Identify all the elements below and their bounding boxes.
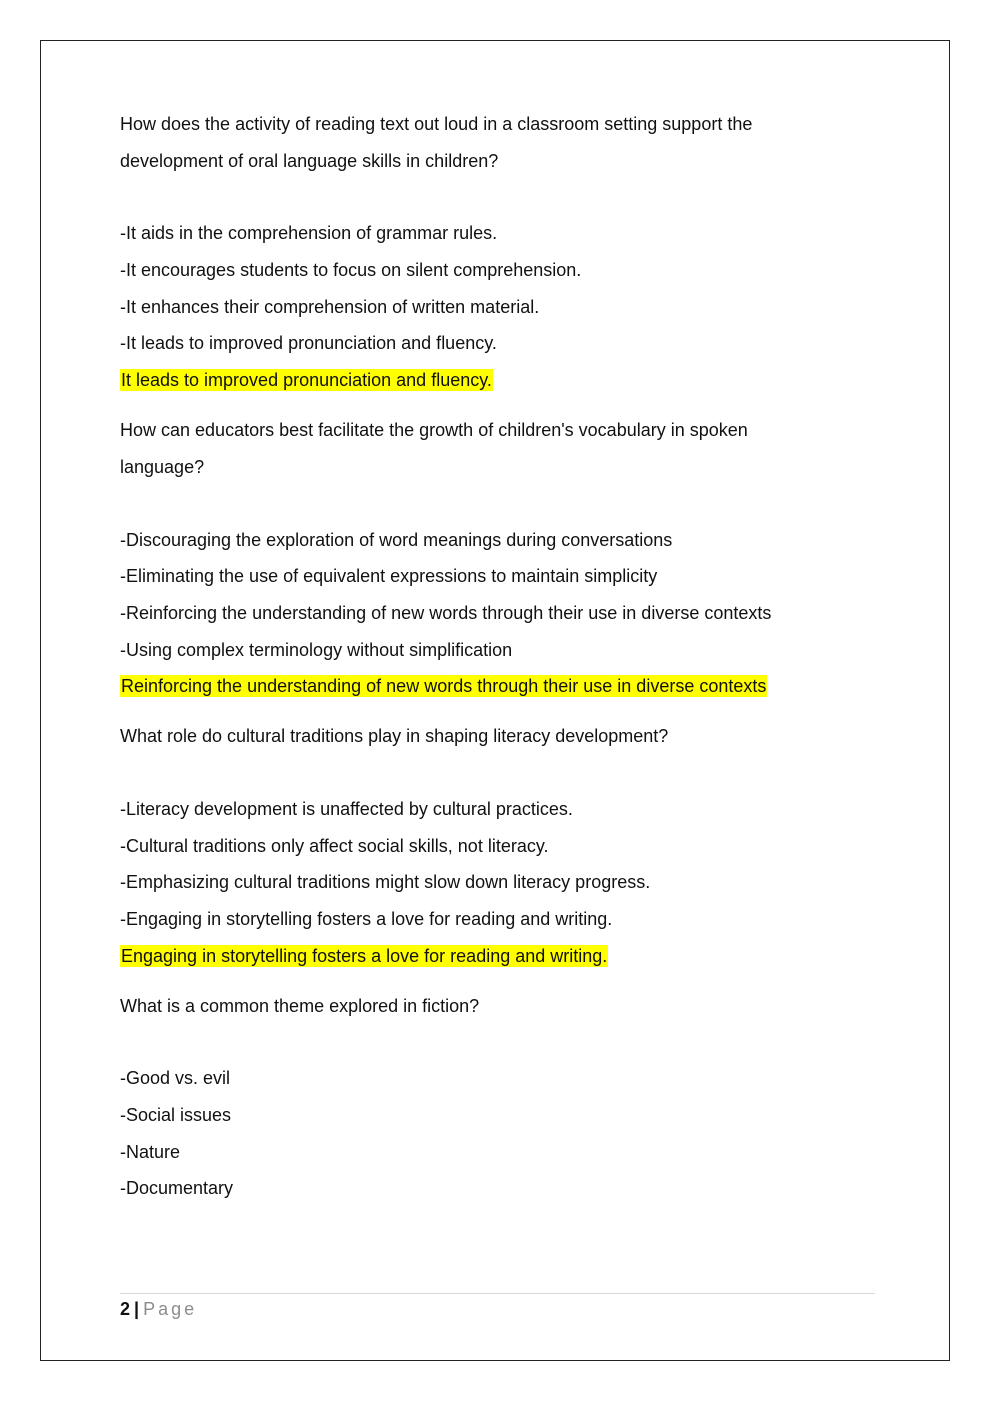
page-footer bbox=[120, 1298, 197, 1320]
question-block bbox=[120, 113, 880, 391]
option-item: -It leads to improved pronunciation and fluency. bbox=[120, 333, 497, 354]
option-item: -Literacy development is unaffected by cultural practices. bbox=[120, 798, 573, 819]
footer-separator: | bbox=[134, 1299, 140, 1319]
option-item: -Eliminating the use of equivalent expressions to maintain simplicity bbox=[120, 566, 658, 587]
option-item: -Emphasizing cultural traditions might slow down literacy progress. bbox=[120, 872, 651, 893]
page-label: Page bbox=[143, 1299, 198, 1319]
question-block bbox=[120, 995, 880, 1200]
question-text: What is a common theme explored in fiction? bbox=[120, 995, 480, 1016]
question-text: How can educators best facilitate the growth of children's vocabulary in spoken bbox=[120, 420, 748, 441]
footer-divider bbox=[120, 1293, 875, 1294]
highlighted-answer: Engaging in storytelling fosters a love for reading and writing. bbox=[121, 945, 608, 966]
option-item: -It encourages students to focus on silent comprehension. bbox=[120, 260, 582, 281]
question-text: What role do cultural traditions play in shaping literacy development? bbox=[120, 726, 669, 747]
question-text: language? bbox=[120, 456, 205, 477]
question-text: development of oral language skills in children? bbox=[120, 150, 499, 171]
highlighted-answer: It leads to improved pronunciation and fluency. bbox=[121, 370, 492, 391]
question-block bbox=[120, 419, 880, 697]
option-item: -It aids in the comprehension of grammar rules. bbox=[120, 223, 498, 244]
option-item: -Engaging in storytelling fosters a love for reading and writing. bbox=[120, 909, 613, 929]
document-body bbox=[120, 113, 880, 1214]
question-block bbox=[120, 725, 880, 966]
option-item: -Social issues bbox=[120, 1105, 232, 1126]
option-item: -Discouraging the exploration of word meanings during conversations bbox=[120, 529, 673, 550]
option-item: -Documentary bbox=[120, 1178, 234, 1199]
highlighted-answer: Reinforcing the understanding of new words through their use in diverse contexts bbox=[121, 676, 767, 697]
option-item: -Using complex terminology without simplification bbox=[120, 639, 513, 660]
question-text: How does the activity of reading text out loud in a classroom setting support the bbox=[120, 114, 753, 134]
option-item: -Nature bbox=[120, 1141, 181, 1162]
option-item: -Good vs. evil bbox=[120, 1068, 231, 1089]
option-item: -It enhances their comprehension of written material. bbox=[120, 296, 540, 317]
option-item: -Cultural traditions only affect social skills, not literacy. bbox=[120, 835, 549, 856]
option-item: -Reinforcing the understanding of new words through their use in diverse contexts bbox=[120, 602, 772, 623]
page-number: 2 bbox=[120, 1299, 131, 1319]
